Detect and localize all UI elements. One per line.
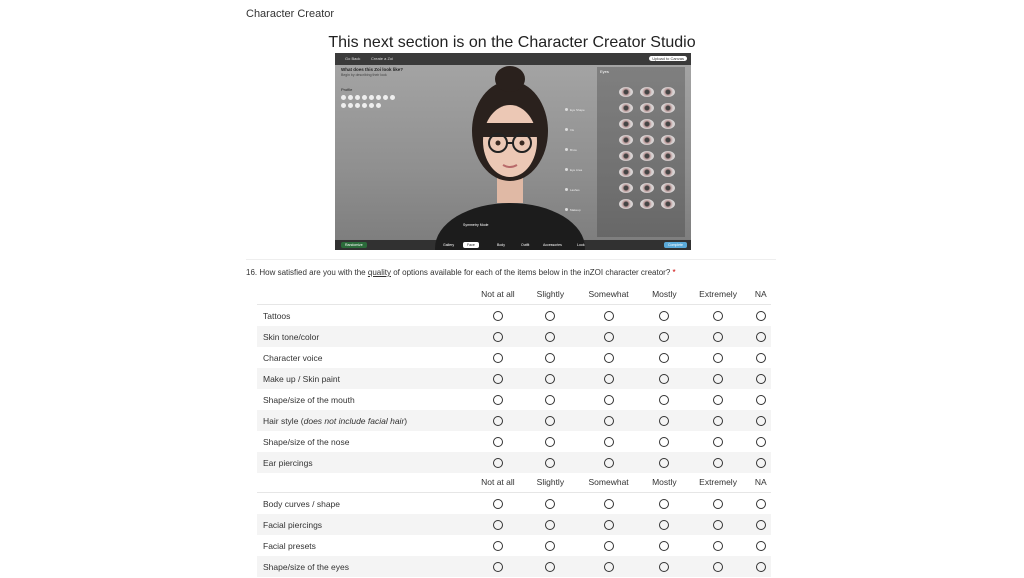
radio-button[interactable]: [493, 395, 503, 405]
radio-cell: [574, 410, 643, 431]
radio-cell: [527, 389, 574, 410]
radio-button[interactable]: [659, 374, 669, 384]
studio-side-labels: Eye Shape Iris Brow Eye Area Lashes Makeup: [565, 108, 585, 228]
studio-profile-label: Profile: [341, 87, 353, 92]
radio-cell: [686, 514, 751, 535]
radio-cell: [643, 514, 685, 535]
radio-button[interactable]: [604, 541, 614, 551]
table-row: [257, 347, 771, 368]
radio-cell: [751, 514, 771, 535]
radio-button[interactable]: [659, 437, 669, 447]
row-label: Shape/size of the mouth: [263, 394, 355, 405]
radio-button[interactable]: [493, 458, 503, 468]
radio-button[interactable]: [659, 499, 669, 509]
studio-option-dots-2: [341, 103, 419, 108]
eye-swatch-grid: [619, 87, 675, 209]
radio-cell: [527, 410, 574, 431]
radio-button[interactable]: [493, 499, 503, 509]
radio-cell: [686, 347, 751, 368]
section-heading: This next section is on the Character Creator Studio: [328, 34, 696, 51]
eyes-panel-title: Eyes: [600, 69, 609, 74]
row-label: Skin tone/color: [257, 326, 469, 347]
radio-button[interactable]: [545, 541, 555, 551]
table-row: [257, 493, 771, 515]
radio-button[interactable]: [756, 374, 766, 384]
radio-cell: [469, 389, 527, 410]
radio-button[interactable]: [713, 332, 723, 342]
radio-button[interactable]: [604, 416, 614, 426]
radio-button[interactable]: [604, 562, 614, 572]
radio-button[interactable]: [659, 541, 669, 551]
radio-button[interactable]: [756, 541, 766, 551]
radio-button[interactable]: [659, 311, 669, 321]
column-header: Extremely: [686, 283, 751, 305]
radio-cell: [574, 368, 643, 389]
radio-cell: [527, 368, 574, 389]
radio-cell: [643, 493, 685, 515]
radio-cell: [469, 431, 527, 452]
radio-button[interactable]: [604, 353, 614, 363]
radio-button[interactable]: [713, 353, 723, 363]
radio-button[interactable]: [493, 437, 503, 447]
radio-button[interactable]: [659, 395, 669, 405]
radio-button[interactable]: [659, 562, 669, 572]
grid-header-blank: [257, 283, 469, 305]
radio-button[interactable]: [604, 499, 614, 509]
column-header: NA: [751, 283, 771, 305]
radio-button[interactable]: [659, 520, 669, 530]
radio-button[interactable]: [493, 353, 503, 363]
radio-cell: [469, 535, 527, 556]
radio-button[interactable]: [756, 458, 766, 468]
radio-cell: [574, 535, 643, 556]
radio-cell: [527, 452, 574, 473]
grid-header-row: [257, 471, 771, 493]
radio-button[interactable]: [545, 562, 555, 572]
studio-symmetry-label: Symmetry Mode: [463, 223, 489, 227]
radio-cell: [751, 389, 771, 410]
radio-button[interactable]: [545, 437, 555, 447]
table-row: [257, 431, 771, 452]
radio-button[interactable]: [756, 311, 766, 321]
radio-cell: [469, 368, 527, 389]
radio-button[interactable]: [493, 541, 503, 551]
column-header: Mostly: [643, 471, 685, 493]
radio-button[interactable]: [493, 562, 503, 572]
section-divider: [246, 259, 776, 260]
radio-cell: [643, 535, 685, 556]
radio-cell: [643, 452, 685, 473]
table-row: [257, 452, 771, 473]
radio-button[interactable]: [713, 311, 723, 321]
radio-button[interactable]: [756, 395, 766, 405]
radio-cell: [527, 556, 574, 577]
table-row: [257, 535, 771, 556]
radio-cell: [643, 305, 685, 327]
radio-cell: [469, 326, 527, 347]
required-mark: *: [672, 268, 676, 277]
radio-button[interactable]: [659, 458, 669, 468]
radio-button[interactable]: [545, 520, 555, 530]
radio-cell: [686, 410, 751, 431]
studio-back-label: Go Back: [345, 56, 361, 61]
studio-left-panel: [341, 67, 419, 108]
radio-cell: [574, 514, 643, 535]
table-row: [257, 389, 771, 410]
studio-question-title: What does this Zoi look like?: [341, 67, 404, 72]
radio-cell: [527, 347, 574, 368]
radio-button[interactable]: [756, 499, 766, 509]
row-label: Hair style (does not include facial hair): [257, 410, 469, 431]
radio-cell: [574, 326, 643, 347]
radio-cell: [751, 535, 771, 556]
radio-button[interactable]: [756, 562, 766, 572]
row-label: Body curves / shape: [263, 498, 341, 509]
studio-tab-face: Face: [463, 242, 479, 248]
survey-title: Character Creator: [246, 8, 335, 20]
radio-button[interactable]: [493, 520, 503, 530]
radio-cell: [527, 305, 574, 327]
radio-button[interactable]: [493, 311, 503, 321]
column-header: Slightly: [527, 283, 574, 305]
radio-button[interactable]: [545, 395, 555, 405]
radio-cell: [574, 493, 643, 515]
row-label: Make up / Skin paint: [257, 368, 469, 389]
column-header: Not at all: [469, 283, 527, 305]
radio-cell: [686, 431, 751, 452]
radio-cell: [574, 452, 643, 473]
table-row: [257, 410, 771, 431]
row-label: Facial piercings: [257, 514, 469, 535]
radio-button[interactable]: [713, 374, 723, 384]
radio-cell: [574, 305, 643, 327]
radio-button[interactable]: [713, 541, 723, 551]
avatar-image: [435, 63, 585, 250]
studio-option-dots: [341, 95, 419, 100]
column-header: Extremely: [686, 471, 751, 493]
studio-tab-gallery: Gallery: [443, 243, 455, 247]
studio-upload-button: Upload to Canvas: [649, 56, 687, 61]
radio-cell: [574, 556, 643, 577]
radio-button[interactable]: [545, 332, 555, 342]
radio-button[interactable]: [713, 416, 723, 426]
radio-button[interactable]: [545, 499, 555, 509]
table-row: [257, 326, 771, 347]
radio-button[interactable]: [604, 395, 614, 405]
studio-eyes-panel: [597, 67, 685, 237]
radio-cell: [751, 410, 771, 431]
radio-button[interactable]: [756, 437, 766, 447]
table-row: [257, 514, 771, 535]
radio-button[interactable]: [659, 332, 669, 342]
radio-button[interactable]: [756, 520, 766, 530]
radio-cell: [469, 410, 527, 431]
radio-cell: [527, 431, 574, 452]
studio-randomize-button: Randomize: [341, 242, 367, 248]
rating-grid-2: [257, 471, 771, 577]
radio-button[interactable]: [604, 437, 614, 447]
column-header: Not at all: [469, 471, 527, 493]
radio-button[interactable]: [545, 353, 555, 363]
radio-cell: [469, 514, 527, 535]
studio-tab-look: Look: [577, 243, 585, 247]
table-row: [257, 368, 771, 389]
radio-button[interactable]: [604, 374, 614, 384]
radio-button[interactable]: [493, 374, 503, 384]
radio-cell: [751, 305, 771, 327]
radio-button[interactable]: [493, 416, 503, 426]
row-label: Shape/size of the nose: [263, 436, 350, 447]
radio-cell: [527, 493, 574, 515]
radio-button[interactable]: [545, 311, 555, 321]
radio-cell: [686, 556, 751, 577]
row-label: Facial presets: [263, 540, 316, 551]
radio-cell: [469, 305, 527, 327]
table-row: [257, 305, 771, 327]
row-label: Shape/size of the eyes: [257, 556, 469, 577]
radio-cell: [643, 347, 685, 368]
grid-header-blank: [257, 471, 469, 493]
radio-button[interactable]: [756, 332, 766, 342]
radio-cell: [643, 368, 685, 389]
radio-cell: [686, 368, 751, 389]
radio-cell: [643, 389, 685, 410]
radio-button[interactable]: [545, 416, 555, 426]
question-text-after: of options available for each of the items below in the inZOI character creator?: [393, 268, 671, 277]
radio-button[interactable]: [659, 416, 669, 426]
question-text-emph: quality: [367, 268, 391, 277]
column-header: Slightly: [527, 471, 574, 493]
radio-cell: [469, 347, 527, 368]
radio-cell: [643, 556, 685, 577]
row-label: Ear piercings: [257, 452, 469, 473]
row-label: Tattoos: [263, 310, 291, 321]
radio-cell: [643, 326, 685, 347]
question-16: [246, 268, 676, 277]
radio-cell: [686, 305, 751, 327]
character-creator-screenshot: [335, 53, 691, 250]
radio-cell: [574, 389, 643, 410]
radio-button[interactable]: [756, 353, 766, 363]
radio-cell: [469, 452, 527, 473]
radio-cell: [751, 493, 771, 515]
radio-button[interactable]: [545, 374, 555, 384]
radio-cell: [751, 368, 771, 389]
radio-button[interactable]: [493, 332, 503, 342]
column-header: Somewhat: [574, 283, 643, 305]
column-header: Mostly: [643, 283, 685, 305]
radio-button[interactable]: [713, 458, 723, 468]
radio-button[interactable]: [713, 520, 723, 530]
radio-cell: [686, 389, 751, 410]
radio-cell: [751, 326, 771, 347]
radio-button[interactable]: [756, 416, 766, 426]
table-row: [257, 556, 771, 577]
studio-question-sub: Begin by describing their look: [341, 73, 387, 77]
radio-cell: [469, 556, 527, 577]
radio-cell: [686, 452, 751, 473]
radio-button[interactable]: [604, 458, 614, 468]
radio-cell: [686, 493, 751, 515]
rating-grid-1: [257, 283, 771, 473]
radio-button[interactable]: [713, 437, 723, 447]
radio-button[interactable]: [604, 520, 614, 530]
radio-cell: [527, 326, 574, 347]
radio-button[interactable]: [713, 499, 723, 509]
radio-cell: [686, 326, 751, 347]
radio-button[interactable]: [545, 458, 555, 468]
radio-cell: [751, 347, 771, 368]
radio-cell: [527, 535, 574, 556]
radio-cell: [751, 556, 771, 577]
question-text-before: How satisfied are you with the: [259, 268, 366, 277]
row-label: Character voice: [263, 352, 323, 363]
radio-cell: [643, 431, 685, 452]
studio-tab-body: Body: [497, 243, 505, 247]
radio-cell: [751, 452, 771, 473]
radio-button[interactable]: [604, 311, 614, 321]
radio-cell: [469, 493, 527, 515]
radio-cell: [751, 431, 771, 452]
studio-complete-button: Complete: [664, 242, 687, 248]
radio-button[interactable]: [659, 353, 669, 363]
column-header: NA: [751, 471, 771, 493]
studio-tab-outfit: Outfit: [521, 243, 530, 247]
radio-cell: [643, 410, 685, 431]
radio-button[interactable]: [713, 562, 723, 572]
radio-cell: [574, 431, 643, 452]
radio-cell: [527, 514, 574, 535]
column-header: Somewhat: [574, 471, 643, 493]
radio-button[interactable]: [713, 395, 723, 405]
grid-header-row: [257, 283, 771, 305]
radio-cell: [574, 347, 643, 368]
radio-cell: [686, 535, 751, 556]
studio-tab-accessories: Accessories: [543, 243, 562, 247]
studio-bottombar: [335, 240, 691, 250]
radio-button[interactable]: [604, 332, 614, 342]
studio-breadcrumb: Create a Zoi: [371, 56, 394, 61]
question-number: 16.: [246, 268, 258, 277]
